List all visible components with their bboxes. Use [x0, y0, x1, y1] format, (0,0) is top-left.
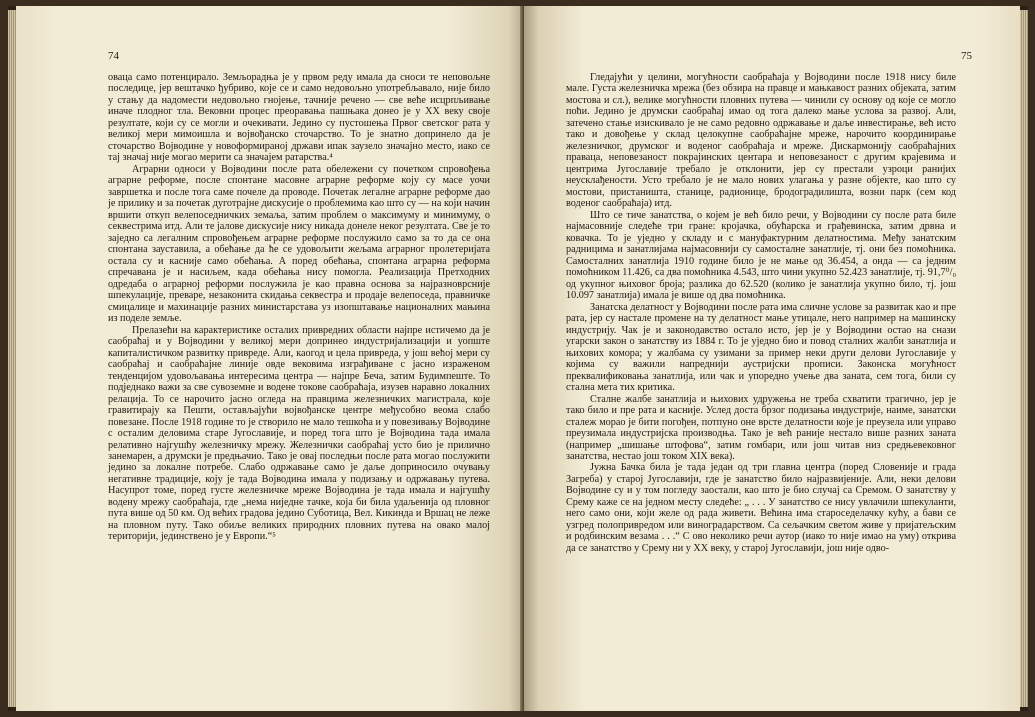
right-page-body [566, 72, 956, 554]
right-page [524, 6, 1020, 711]
paragraph: Што се тиче занатства, о којем је већ било речи, у Војводини су после рата биле најмасовније следеће три гране: кројачка, обућарска и грађевинска, затим дрвна и ковачка. То је уједно у складу и с мануфактурним делатностима. Међу занатским радницима и занатлијама најмасовнији су самосталне занатлије, тј. они без помоћника. Самосталних занатлија 1910 године било је не мање од 36.454, а онда — са једним помоћником 11.426, са два помоћника 4.543, што чини укупно 52.423 занатлије, тј. 91,7⁰/₀ од укупног њиховог броја; разлика до 62.520 (колико је занатлија укупно било, тј. још 10.097 занатлија) имала је више од два помоћника. [566, 209, 956, 302]
paragraph: Прелазећи на карактеристике осталих привредних области најпре истичемо да је саобраћај и у Војводини у великој мери допринео индустријализацији и уопште капиталистичком развитку привреде. Али, каогод и цела привреда, у још већој мери су саобраћај и саобраћајне линије овде вековима изграђиване с јасно израженом тенденцијом удовољавања интересима центра — најпре Беча, затим Будимпеште. То подједнако важи за све сувоземне и водене токове саобраћаја, изузев наравно локалних релација. То се нарочито јасно огледа на правцима железничких магистрала, које гравитирају ка Пешти, остављајући војвођанске центре међусобно веома слабо повезане. После 1918 године то је створило не мало тешкоћа и у повезивању Војводине с осталим деловима старе Југославије, и поред тога што је Војводина тада имала релативно најгушћу железничку мрежу. Железнички саобраћај усто био је прилично занемарен, а друмски је предњачио. Тако је овај последњи после рата могао послужити једино за локалне потребе. Слабо одржавање само је даље доприносило очувању негативне традиције, коју је тада Војводина имала у подизању и одржавању путева. Насупрот томе, поред густе железничке мреже Војводина је тада имала и најгушћу водену мрежу саобраћаја, где „нема ниједне тачке, која би била удаљенија од пловног пута више од 50 км. Од већих градова једино Суботица, Вел. Кикинда и Вршац не леже на пловном путу. Тако обиље великих природних пловних путева на овако малој територији, јединствено је у Европи.“⁵ [108, 324, 490, 543]
book-spread [8, 6, 1028, 711]
left-page [16, 6, 524, 711]
paragraph: Аграрни односи у Војводини после рата обележени су почетком спровођења аграрне реформе, после спонтане масовне аграрне реформе коју су масе уочи завршетка и после тога саме почеле да проводе. Почетак легалне аграрне реформе дао је прилику и за почетак дуготрајне дискусије о проблемима као што су — на који начин вршити откуп велепоседничких земаља, затим проблем о максимуму и минимуму, о секвестрима итд. Али те јалове дискусије нису никада донеле неког резултата. Све је то заједно са легалним спровођењем аграрне реформе послужило само за то да се она спонтана зауставила, а обећање да ће се удовољити жељама аграрног пролетеријата остала су и касније само обећања. А поред обећања, спонтана аграрна реформа спречавана је и насиљем, када обећања нису помогла. Реализација Претходних одредаба о аграрној реформи послужила је као правна основа за најразноврсније шпекулације, преваре, незаконита скидања секвестра и продаје велепоседа, правничке смицалице и махинације разних министарстава уз изопштавање националних мањина из поделе земље. [108, 163, 490, 325]
paragraph: Сталне жалбе занатлија и њихових удружења не треба схватити трагично, јер је тако било и пре рата и касније. Услед доста брзог подизања индустрије, наиме, занатски сталеж морао је бити погођен, потпуно оне врсте делатности које је преузела или управо преузимала индустријска производња. Тако је већ раније нестало више разних заната (например „шишање штофова“, затим гомбари, или још читав низ средњевековног занатства, нестао још током XIX века). [566, 393, 956, 462]
left-page-body [108, 72, 490, 543]
paragraph: Гледајући у целини, могућности саобраћаја у Војводини после 1918 нису биле мале. Густа железничка мрежа (без обзира на правце и мањкавост разних објеката, затим мостова и сл.), велике могућности пловних путева — чинили су основу од које се могло поћи. Једино је друмски саобраћај имао од тога далеко мање услова за развој. Али, затечено стање изискивало је не само редовно одржавање и даље инвестирање, већ исто тако и довођење у склад целокупне саобраћајне мреже, нарочито координирање железничког, друмског и воденог саобраћаја и мреже. Дискармонију саобраћајних праваца, неповезаност покрајинских центара и неповезаност с другим крајевима и центрима Југославије требало је отклонити, јер су престали узроци ранијих неусклађености. Усто требало је не мало нових улагања у разне објекте, као што су мостови, пристаништа, станице, радионице, бродоградилишта, возни парк (сем код воденог саобраћаја) итд. [566, 72, 956, 210]
paragraph: Занатска делатност у Војводини после рата има сличне услове за развитак као и пре рата, јер су настале промене на ту делатност мање утицале, него например на машинску индустрију. Чак је и законодавство остало исто, јер је у Војводини остао на снази угарски закон о занатству из 1884 г. То је уједно био и повод сталних жалби занатлија и њихових комора; у жалбама су узимани за пример неки други делови Југославије у којима су важили напреднији аустријски прописи. Законска могућност преквалификовања занатлија, или чак и упоредно учење два заната, сем тога, били су стална мета тих критика. [566, 301, 956, 394]
paragraph: оваца само потенцирало. Земљорадња је у првом реду имала да сноси те неповољне последице, јер вештачко ђубриво, које се и само недовољно употребљавало, није било у стању да надомести недовољно гнојење, тачније речено — све веће исцрпљивање иначе плодног тла. Вековни процес преоравања пашњака донео је у XX веку своје резултате, који су се могли и очекивати. Једино су пустошења Првог светског рата у великој мери мимоишла и војвођанско сточарство. То је знатно допринело да је сточарство Војводине у новоформираној држави ипак заузело значајно место, иако се тај значај није могао мерити са значајем ратарства.⁴ [108, 72, 490, 164]
paragraph: Јужна Бачка била је тада један од три главна центра (поред Словеније и града Загреба) у старој Југославији, где је занатство било најразвијеније. Али, неки делови Војводине су и у том погледу заостали, као што је био случај са Сремом. О занатству у Срему каже се на једном месту следеће: „ . . . У занатство се нису увлачили шпекуланти, него само они, који желе од рада живети. Већина има староседелачку кућу, а бави се узгред полопривредом или виноградарством. Са сељачким светом живе у пријатељским и родбинским везама . . .“ С ово неколико речи аутор (иако то није имао на уму) открива да се занатство у Срему ни у XX веку, у старој Југославији, још није одво- [566, 462, 956, 554]
page-number: 74 [108, 50, 119, 62]
page-number: 75 [961, 50, 972, 62]
